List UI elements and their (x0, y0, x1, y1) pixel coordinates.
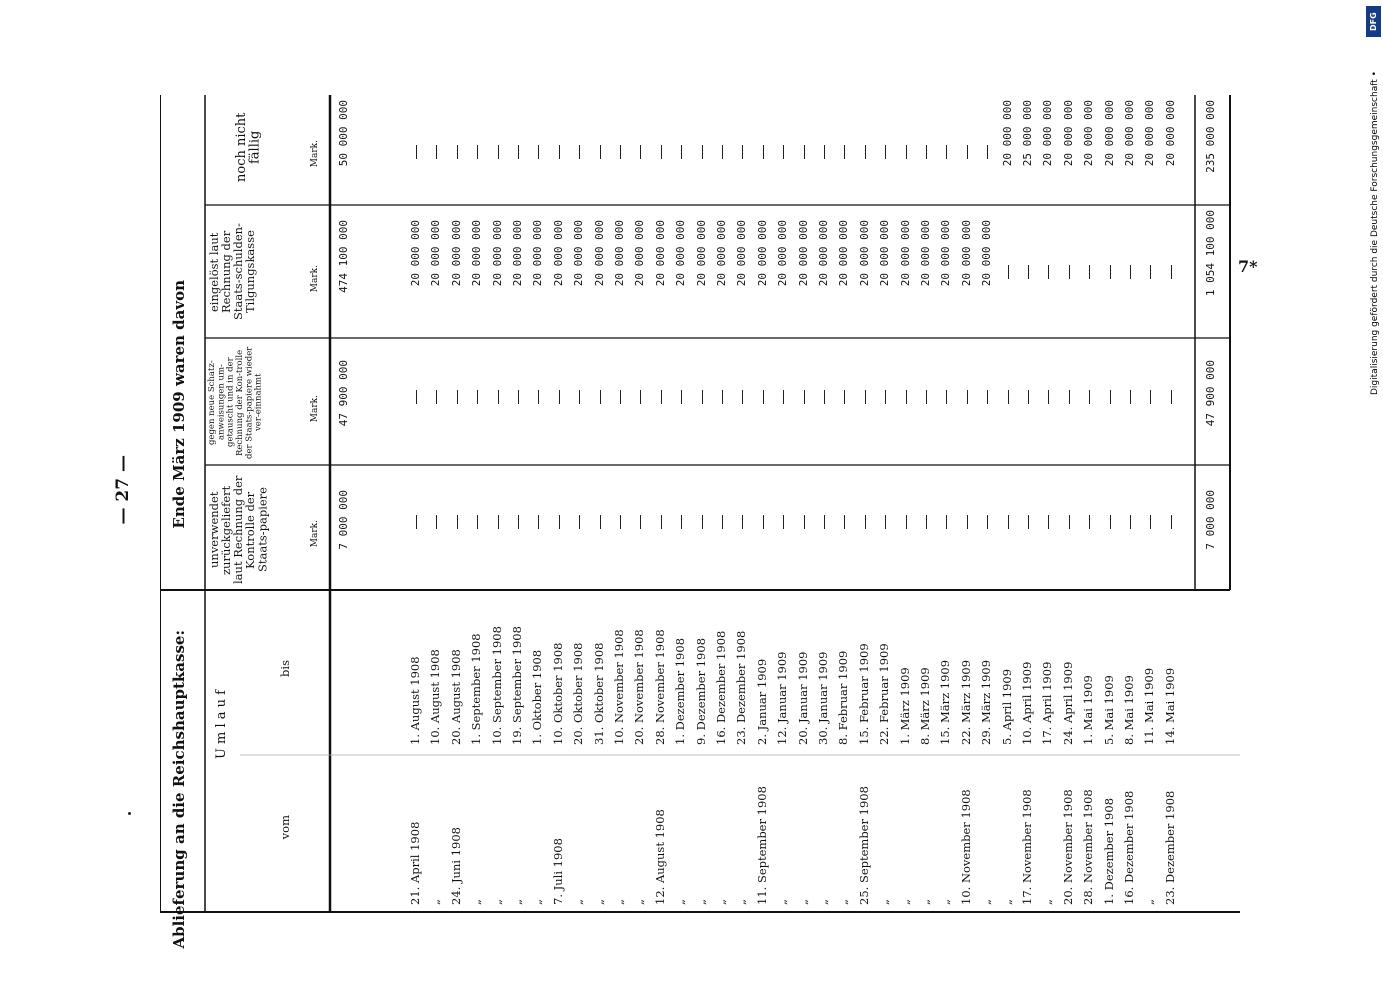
row-bis: 2. Januar 1909 (754, 658, 769, 745)
row-unverwendet-dash (1110, 515, 1111, 529)
row-bis: 24. April 1909 (1060, 661, 1075, 745)
row-eingeloest: 20 000 000 (755, 220, 769, 287)
row-vom: „ (1040, 899, 1055, 905)
row-unverwendet-dash (498, 515, 499, 529)
unit-label: Mark. (310, 520, 320, 548)
row-eingeloest: 20 000 000 (449, 220, 463, 287)
row-umgetauscht-dash (620, 390, 621, 404)
row-bis: 28. November 1908 (652, 629, 667, 745)
row-bis: 1. August 1908 (408, 656, 422, 745)
row-eingeloest: 20 000 000 (796, 220, 810, 287)
row-noch-dash (600, 145, 601, 159)
row-umgetauscht-dash (457, 390, 458, 404)
row-unverwendet-dash (600, 515, 601, 529)
row-unverwendet-dash (926, 515, 927, 529)
row-unverwendet-dash (1150, 515, 1151, 529)
row-bis: 10. September 1908 (489, 626, 504, 745)
row-noch: 20 000 000 (1061, 100, 1075, 167)
row-umgetauscht-dash (865, 390, 866, 404)
row-eingeloest: 20 000 000 (694, 220, 708, 287)
row-bis: 22. März 1909 (958, 659, 973, 745)
row-noch-dash (436, 145, 437, 159)
row-unverwendet-dash (824, 515, 825, 529)
row-umgetauscht-dash (436, 390, 437, 404)
row-bis: 19. September 1908 (510, 626, 524, 745)
row-umgetauscht-dash (1130, 390, 1131, 404)
col-bis-header: bis (278, 660, 292, 677)
row-umgetauscht-dash (987, 390, 988, 404)
row-bis: 10. August 1908 (428, 649, 443, 745)
row-bis: 9. Dezember 1908 (693, 637, 708, 745)
unit-label: Mark. (310, 140, 320, 168)
row-noch-dash (538, 145, 539, 159)
first-row-noch: 50 000 000 (337, 100, 350, 167)
row-umgetauscht-dash (783, 390, 784, 404)
row-umgetauscht-dash (824, 390, 825, 404)
row-bis: 5. Mai 1909 (1101, 675, 1116, 745)
row-unverwendet-dash (722, 515, 723, 529)
row-bis: 12. Januar 1909 (775, 651, 790, 745)
row-eingeloest: 20 000 000 (490, 220, 504, 287)
row-vom: „ (775, 899, 790, 905)
row-eingeloest: 20 000 000 (613, 220, 626, 287)
row-umgetauscht-dash (1110, 390, 1111, 404)
row-noch-dash (457, 145, 458, 159)
row-vom: „ (489, 899, 504, 905)
row-noch-dash (498, 145, 499, 159)
row-unverwendet-dash (885, 515, 886, 529)
row-vom: 20. November 1908 (1060, 789, 1075, 905)
row-noch: 20 000 000 (1163, 100, 1177, 167)
row-eingeloest: 20 000 000 (980, 220, 994, 287)
row-eingeloest: 20 000 000 (735, 220, 749, 287)
row-unverwendet-dash (844, 515, 845, 529)
row-eingeloest: 20 000 000 (959, 220, 973, 287)
page-number: — 27 — (113, 455, 133, 525)
ledger-table (160, 90, 1240, 949)
row-bis: 8. Februar 1909 (836, 650, 851, 745)
row-noch-dash (702, 145, 703, 159)
row-bis: 1. September 1908 (469, 633, 484, 745)
row-vom: „ (979, 899, 994, 905)
row-vom: „ (938, 899, 953, 905)
row-eingeloest: 20 000 000 (857, 220, 871, 287)
row-vom: 7. Juli 1908 (550, 838, 565, 905)
row-unverwendet-dash (518, 515, 519, 529)
row-eingeloest-dash (1171, 265, 1172, 279)
row-noch-dash (844, 145, 845, 159)
row-eingeloest-dash (1110, 265, 1111, 279)
col-vom-header: vom (278, 815, 292, 840)
row-noch: 20 000 000 (1041, 100, 1055, 167)
row-noch: 25 000 000 (1021, 100, 1034, 167)
row-unverwendet-dash (457, 515, 458, 529)
row-noch-dash (763, 145, 764, 159)
row-eingeloest: 20 000 000 (837, 220, 851, 287)
row-vom: „ (816, 899, 830, 905)
row-umgetauscht-dash (702, 390, 703, 404)
row-unverwendet-dash (620, 515, 621, 529)
row-unverwendet-dash (783, 515, 784, 529)
row-vom: „ (897, 899, 912, 905)
row-umgetauscht-dash (1069, 390, 1070, 404)
row-bis: 20. November 1908 (632, 629, 647, 745)
row-umgetauscht-dash (498, 390, 499, 404)
row-umgetauscht-dash (1089, 390, 1090, 404)
row-eingeloest-dash (1008, 265, 1009, 279)
row-umgetauscht-dash (1171, 390, 1172, 404)
row-bis: 16. Dezember 1908 (714, 630, 728, 745)
row-noch-dash (926, 145, 927, 159)
col-eingeloest-header: eingelöst laut Rechnung der Staats-schulden-Tilgungskasse (207, 223, 258, 321)
row-vom: „ (673, 899, 688, 905)
row-eingeloest: 20 000 000 (776, 220, 790, 287)
row-umgetauscht-dash (640, 390, 641, 404)
row-noch-dash (559, 145, 560, 159)
heading-right: Ende März 1909 waren davon (170, 280, 188, 529)
unit-label: Mark. (310, 265, 320, 293)
col-noch-header: noch nicht fällig (234, 112, 263, 183)
row-eingeloest: 20 000 000 (572, 220, 586, 287)
row-bis: 10. Oktober 1908 (550, 642, 565, 745)
row-umgetauscht-dash (681, 390, 682, 404)
row-bis: 8. März 1909 (918, 667, 932, 745)
row-noch-dash (620, 145, 621, 159)
row-bis: 15. Februar 1909 (856, 643, 871, 745)
dfg-logo-icon: DFG (1366, 6, 1381, 37)
row-umgetauscht-dash (579, 390, 580, 404)
first-row-eingeloest: 474 100 000 (337, 220, 350, 293)
row-vom: 28. November 1908 (1081, 789, 1096, 905)
row-eingeloest: 20 000 000 (715, 220, 728, 287)
row-unverwendet-dash (1069, 515, 1070, 529)
row-umgetauscht-dash (518, 390, 519, 404)
first-row-umgetauscht: 47 900 000 (337, 360, 350, 427)
row-noch-dash (742, 145, 743, 159)
funding-credit: Digitalisierung gefördert durch die Deutsche Forschungsgemeinschaft • (1370, 71, 1380, 395)
row-unverwendet-dash (946, 515, 947, 529)
row-unverwendet-dash (538, 515, 539, 529)
row-eingeloest: 20 000 000 (551, 220, 565, 287)
row-umgetauscht-dash (906, 390, 907, 404)
heading-left: Ablieferung an die Reichshauptkasse: (170, 630, 188, 949)
row-umgetauscht-dash (926, 390, 927, 404)
row-vom: „ (999, 899, 1014, 905)
row-noch: 20 000 000 (1143, 100, 1157, 167)
row-bis: 1. Mai 1909 (1081, 675, 1096, 745)
col-unverwendet-header: unverwendet zurückgeliefert laut Rechnung der Kontrolle der Staats-papiere (207, 475, 270, 585)
row-vom: 12. August 1908 (652, 809, 667, 905)
row-vom: 25. September 1908 (856, 786, 871, 905)
row-eingeloest: 20 000 000 (511, 220, 524, 287)
row-noch-dash (681, 145, 682, 159)
row-noch-dash (865, 145, 866, 159)
row-eingeloest-dash (1048, 265, 1049, 279)
row-noch-dash (804, 145, 805, 159)
row-umgetauscht-dash (885, 390, 886, 404)
row-vom: „ (591, 899, 606, 905)
row-bis: 29. März 1909 (979, 659, 994, 745)
row-umgetauscht-dash (1150, 390, 1151, 404)
row-bis: 11. Mai 1909 (1142, 667, 1157, 745)
row-unverwendet-dash (865, 515, 866, 529)
total-noch: 235 000 000 (1204, 100, 1217, 173)
row-vom: „ (510, 899, 524, 905)
row-unverwendet-dash (1048, 515, 1049, 529)
row-umgetauscht-dash (722, 390, 723, 404)
row-eingeloest-dash (1089, 265, 1090, 279)
row-vom: 11. September 1908 (754, 786, 769, 905)
row-bis: 14. Mai 1909 (1162, 667, 1177, 745)
row-vom: „ (795, 899, 810, 905)
row-unverwendet-dash (804, 515, 805, 529)
row-eingeloest-dash (1150, 265, 1151, 279)
row-umgetauscht-dash (416, 390, 417, 404)
total-eingeloest: 1 054 100 000 (1204, 210, 1217, 297)
row-eingeloest-dash (1130, 265, 1131, 279)
row-unverwendet-dash (1008, 515, 1009, 529)
row-eingeloest: 20 000 000 (592, 220, 606, 287)
row-unverwendet-dash (559, 515, 560, 529)
row-noch-dash (946, 145, 947, 159)
first-row-unverwendet: 7 000 000 (337, 490, 350, 550)
row-noch-dash (722, 145, 723, 159)
row-vom: „ (877, 899, 892, 905)
umlauf-label: U m l a u f (214, 690, 229, 760)
row-umgetauscht-dash (763, 390, 764, 404)
row-unverwendet-dash (477, 515, 478, 529)
row-unverwendet-dash (906, 515, 907, 529)
row-eingeloest: 20 000 000 (531, 220, 545, 287)
footnote-mark: 7* (1238, 257, 1258, 276)
row-umgetauscht-dash (1028, 390, 1029, 404)
row-umgetauscht-dash (804, 390, 805, 404)
total-umgetauscht: 47 900 000 (1204, 360, 1217, 427)
row-noch: 20 000 000 (1000, 100, 1014, 167)
row-vom: „ (693, 899, 708, 905)
row-umgetauscht-dash (477, 390, 478, 404)
row-bis: 20. Oktober 1908 (571, 642, 586, 745)
row-bis: 15. März 1909 (938, 659, 953, 745)
row-eingeloest: 20 000 000 (653, 220, 667, 287)
row-vom: „ (918, 899, 932, 905)
row-unverwendet-dash (742, 515, 743, 529)
row-umgetauscht-dash (742, 390, 743, 404)
row-noch-dash (967, 145, 968, 159)
row-vom: „ (836, 899, 851, 905)
row-bis: 8. Mai 1909 (1122, 675, 1136, 745)
row-eingeloest: 20 000 000 (470, 220, 484, 287)
row-vom: „ (469, 899, 484, 905)
row-umgetauscht-dash (967, 390, 968, 404)
row-noch: 20 000 000 (1102, 100, 1116, 167)
row-unverwendet-dash (1171, 515, 1172, 529)
row-unverwendet-dash (436, 515, 437, 529)
row-vom: „ (1142, 899, 1157, 905)
row-vom: „ (428, 899, 443, 905)
row-umgetauscht-dash (946, 390, 947, 404)
row-bis: 1. Dezember 1908 (673, 637, 688, 745)
row-bis: 20. August 1908 (448, 649, 463, 745)
row-noch-dash (416, 145, 417, 159)
row-vom: „ (632, 899, 647, 905)
col-umgetauscht-header: gegen neue Schatz-anweisungen um-getauscht und in der Rechnung der Kon-trolle der Staats-papiere wieder ver-einnahmt (207, 346, 264, 459)
row-eingeloest: 20 000 000 (898, 220, 912, 287)
row-vom: 17. November 1908 (1020, 789, 1034, 905)
row-bis: 1. März 1909 (897, 667, 912, 745)
row-bis: 10. April 1909 (1020, 661, 1034, 745)
row-bis: 5. April 1909 (999, 668, 1014, 745)
row-noch-dash (661, 145, 662, 159)
row-vom: 16. Dezember 1908 (1122, 790, 1136, 905)
row-noch-dash (477, 145, 478, 159)
row-eingeloest: 20 000 000 (674, 220, 688, 287)
row-eingeloest: 20 000 000 (409, 220, 422, 287)
row-bis: 10. November 1908 (612, 629, 626, 745)
row-unverwendet-dash (1028, 515, 1029, 529)
row-unverwendet-dash (702, 515, 703, 529)
row-noch-dash (518, 145, 519, 159)
row-noch-dash (987, 145, 988, 159)
row-noch-dash (783, 145, 784, 159)
row-umgetauscht-dash (844, 390, 845, 404)
row-vom: „ (734, 899, 749, 905)
row-eingeloest: 20 000 000 (878, 220, 892, 287)
row-umgetauscht-dash (600, 390, 601, 404)
row-noch: 20 000 000 (1082, 100, 1096, 167)
row-bis: 30. Januar 1909 (816, 651, 830, 745)
row-eingeloest-dash (1028, 265, 1029, 279)
row-vom: 1. Dezember 1908 (1101, 797, 1116, 905)
row-umgetauscht-dash (1008, 390, 1009, 404)
row-eingeloest-dash (1069, 265, 1070, 279)
row-unverwendet-dash (987, 515, 988, 529)
row-eingeloest: 20 000 000 (919, 220, 932, 287)
row-noch-dash (824, 145, 825, 159)
row-bis: 1. Oktober 1908 (530, 649, 545, 745)
row-unverwendet-dash (681, 515, 682, 529)
row-noch: 20 000 000 (1123, 100, 1136, 167)
row-unverwendet-dash (416, 515, 417, 529)
row-umgetauscht-dash (559, 390, 560, 404)
row-noch-dash (579, 145, 580, 159)
row-vom: 24. Juni 1908 (448, 827, 463, 905)
row-bis: 17. April 1909 (1040, 661, 1055, 745)
row-eingeloest: 20 000 000 (429, 220, 443, 287)
stray-dot (128, 812, 131, 815)
row-eingeloest: 20 000 000 (633, 220, 647, 287)
row-vom: 21. April 1908 (408, 821, 422, 905)
total-unverwendet: 7 000 000 (1204, 490, 1217, 550)
row-vom: „ (571, 899, 586, 905)
row-bis: 31. Oktober 1908 (591, 642, 606, 745)
row-bis: 23. Dezember 1908 (734, 630, 749, 745)
row-vom: „ (530, 899, 545, 905)
row-vom: 10. November 1908 (958, 789, 973, 905)
row-noch-dash (640, 145, 641, 159)
row-unverwendet-dash (967, 515, 968, 529)
unit-label: Mark. (310, 395, 320, 423)
row-unverwendet-dash (579, 515, 580, 529)
row-umgetauscht-dash (661, 390, 662, 404)
row-vom: „ (714, 899, 728, 905)
row-umgetauscht-dash (1048, 390, 1049, 404)
row-noch-dash (906, 145, 907, 159)
row-noch-dash (885, 145, 886, 159)
row-unverwendet-dash (763, 515, 764, 529)
row-vom: 23. Dezember 1908 (1162, 790, 1177, 905)
row-unverwendet-dash (1130, 515, 1131, 529)
row-eingeloest: 20 000 000 (817, 220, 830, 287)
row-vom: „ (612, 899, 626, 905)
row-bis: 20. Januar 1909 (795, 651, 810, 745)
row-umgetauscht-dash (538, 390, 539, 404)
row-bis: 22. Februar 1909 (877, 643, 892, 745)
row-unverwendet-dash (661, 515, 662, 529)
row-unverwendet-dash (640, 515, 641, 529)
row-unverwendet-dash (1089, 515, 1090, 529)
row-eingeloest: 20 000 000 (939, 220, 953, 287)
